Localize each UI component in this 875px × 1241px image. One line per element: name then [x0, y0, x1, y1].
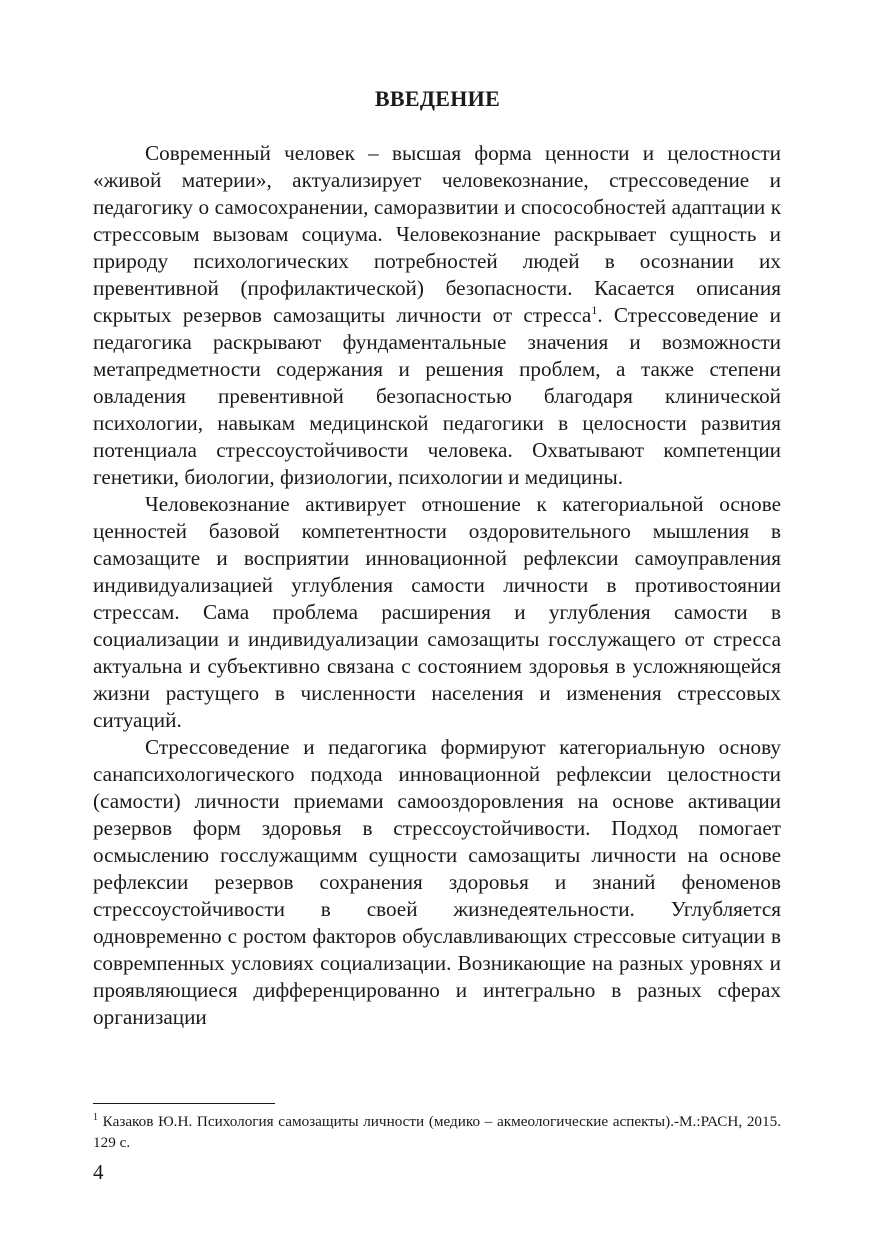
footnote-text: Казаков Ю.Н. Психология самозащиты личности (медико – акмеологические аспекты).-М.:РАСН, 2015. 129 с. [93, 1113, 781, 1151]
paragraph-1 [93, 140, 781, 491]
body-text [93, 140, 781, 1031]
page-title: ВВЕДЕНИЕ [374, 86, 501, 111]
paragraph-3: Стрессоведение и педагогика формируют категориальную основу санапсихологического подхода инновационной рефлексии целостности (самости) личности приемами самооздоровления на основе активации резервов форм здоровья в стрессоустойчивости. Подход помогает осмыслению госслужащимм сущности самозащиты личности на основе рефлексии резервов сохранения здоровья и знаний феноменов стрессоустойчивости в своей жизнедеятельности. Углубляется одновременно с ростом факторов обуславливающих стрессовые ситуации в совремпенных условиях социализации. Возникающие на разных уровнях и проявляющиеся дифференцированно и интегрально в разных сферах организации [93, 735, 781, 1029]
paragraph-2: Человекознание активирует отношение к категориальной основе ценностей базовой компетентности оздоровительного мышления в самозащите и восприятии инновационной рефлексии самоуправления индивидуализацией углубления самости личности в противостоянии стрессам. Сама проблема расширения и углубления самости в социализации и индивидуализации самозащиты госслужащего от стресса актуальна и субъективно связана с состоянием здоровья в усложняющейся жизни растущего в численности населения и изменения стрессовых ситуаций. [93, 492, 781, 732]
paragraph-1-text-a: Современный человек – высшая форма ценности и целостности «живой материи», актуализирует человекознание, стрессоведение и педагогику о самосохранении, саморазвитии и спосособностей адаптации к стрессовым вызовам социума. Человекознание раскрывает сущность и природу психологических потребностей людей в осознании их превентивной (профилактической) безопасности. Касается описания скрытых резервов самозащиты личности от стресса [93, 141, 781, 327]
footnote-reference: 1 [591, 302, 598, 317]
footnote [93, 1111, 781, 1153]
page-number: 4 [93, 1160, 104, 1184]
paragraph-1-text-b: . Стрессоведение и педагогика раскрывают фундаментальные значения и возможности метапредметности содержания и решения проблем, а также степени овладения превентивной безопасностью благодаря клинической психологии, навыкам медицинской педагогики в целосности развития потенциала стрессоустойчивости человека. Охватывают компетенции генетики, биологии, физиологии, психологии и медицины. [93, 303, 781, 489]
footnote-divider [93, 1103, 275, 1104]
footnote-marker: 1 [93, 1111, 98, 1123]
